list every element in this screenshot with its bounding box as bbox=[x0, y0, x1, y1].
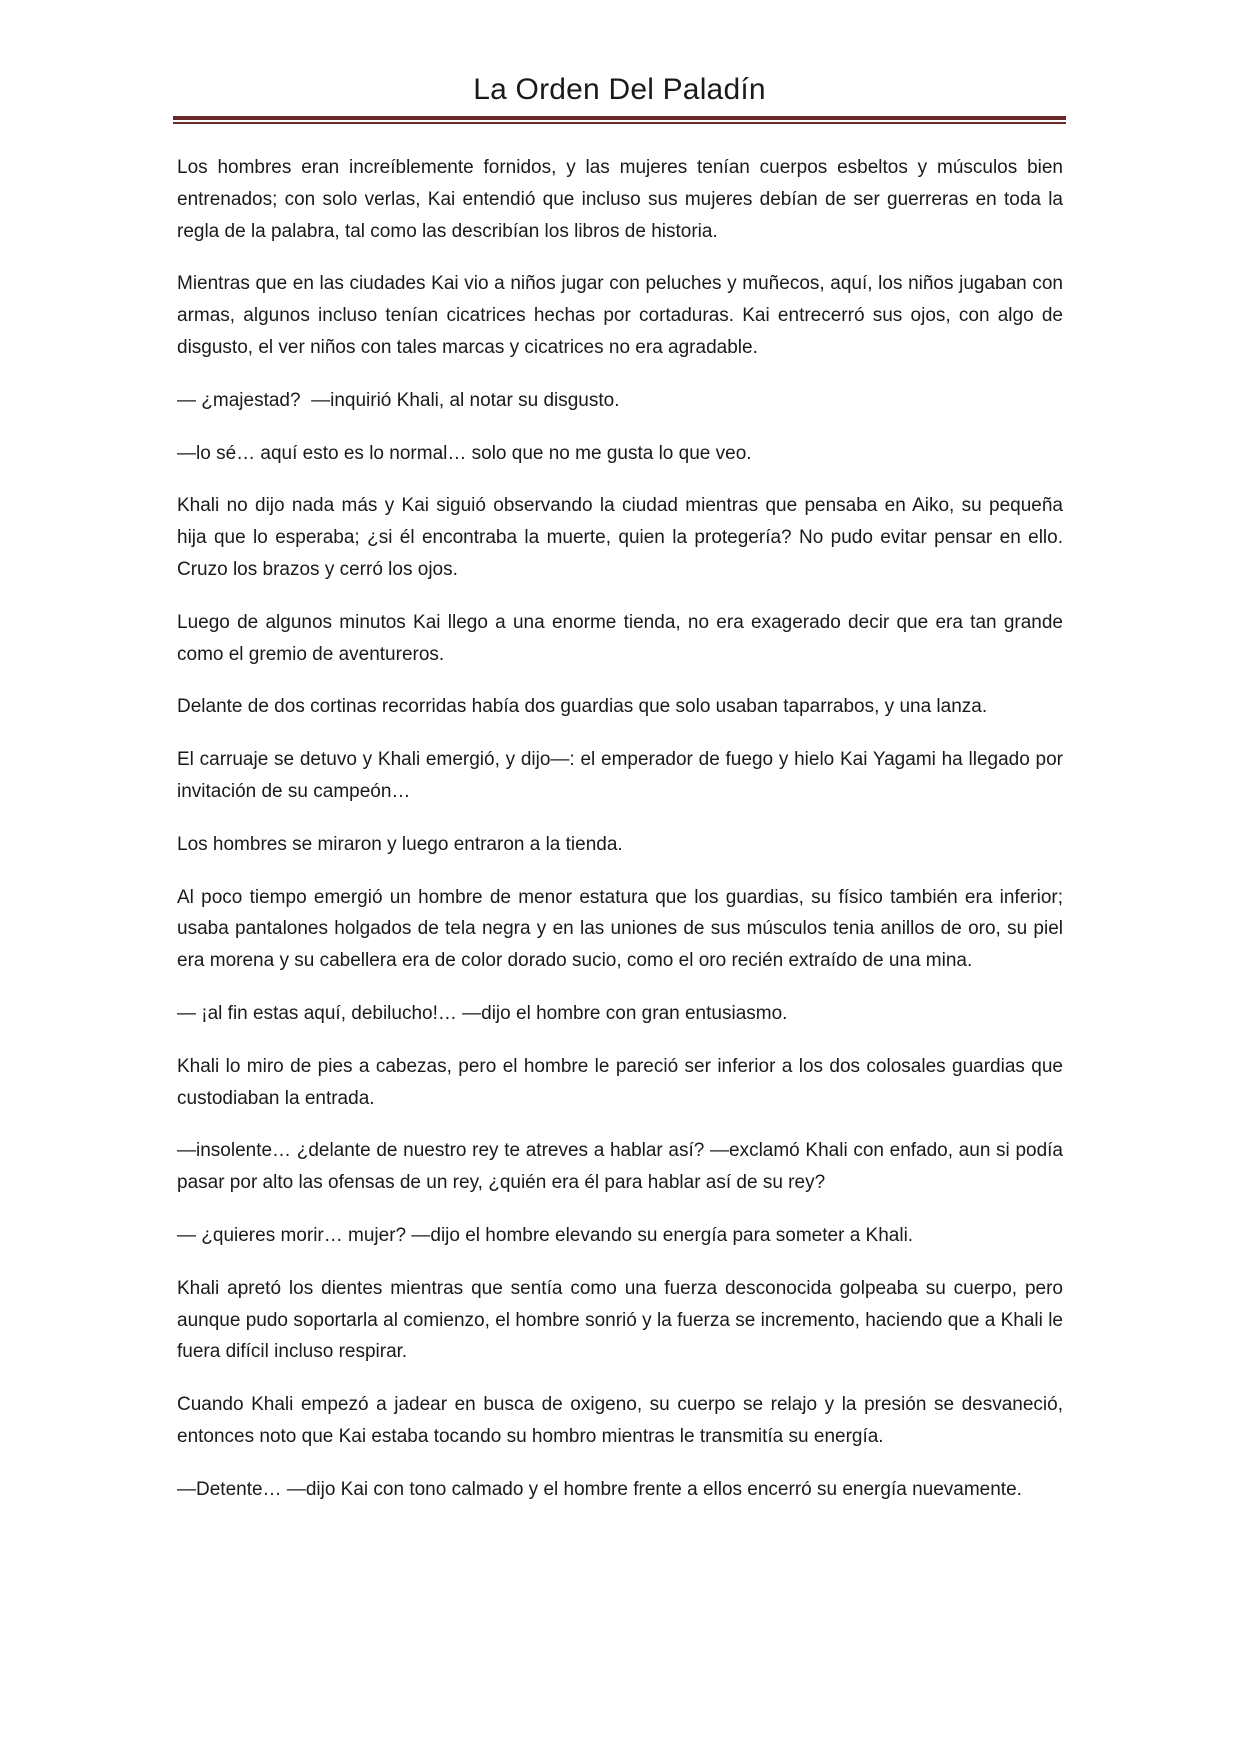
paragraph: —lo sé… aquí esto es lo normal… solo que no me gusta lo que veo. bbox=[177, 442, 752, 464]
paragraph: Cuando Khali empezó a jadear en busca de oxigeno, su cuerpo se relajo y la presión se desvaneció, entonces noto que Kai estaba tocando su hombro mientras le transmitía su energía. bbox=[177, 1394, 1063, 1447]
paragraph: Delante de dos cortinas recorridas había dos guardias que solo usaban taparrabos, y una lanza. bbox=[177, 696, 988, 718]
paragraph: Khali apretó los dientes mientras que sentía como una fuerza desconocida golpeaba su cuerpo, pero aunque pudo soportarla al comienzo, el hombre sonrió y la fuerza se incremento, haciendo que a Khali le fuera difícil incluso respirar. bbox=[177, 1277, 1063, 1363]
paragraph: — ¿majestad? —inquirió Khali, al notar su disgusto. bbox=[177, 389, 620, 411]
header-rule bbox=[173, 116, 1066, 124]
paragraph: — ¡al fin estas aquí, debilucho!… —dijo el hombre con gran entusiasmo. bbox=[177, 1002, 788, 1024]
paragraph: Khali no dijo nada más y Kai siguió observando la ciudad mientras que pensaba en Aiko, su pequeña hija que lo esperaba; ¿si él encontraba la muerte, quien la protegería? No pudo evitar pensar en ello. Cruzo los brazos y cerró los ojos. bbox=[177, 495, 1063, 580]
paragraph: —Detente… —dijo Kai con tono calmado y el hombre frente a ellos encerró su energía nuevamente. bbox=[177, 1478, 1022, 1500]
paragraph: Los hombres eran increíblemente fornidos, y las mujeres tenían cuerpos esbeltos y músculos bien entrenados; con solo verlas, Kai entendió que incluso sus mujeres debían de ser guerreras en toda la regla de la palabra, tal como las describían los libros de historia. bbox=[177, 157, 1063, 242]
page-header bbox=[173, 70, 1066, 110]
paragraph: Mientras que en las ciudades Kai vio a niños jugar con peluches y muñecos, aquí, los niños jugaban con armas, algunos incluso tenían cicatrices hechas por cortaduras. Kai entrecerró sus ojos, con algo de disgusto, el ver niños con tales marcas y cicatrices no era agradable. bbox=[177, 273, 1063, 358]
header-rule-thick-line bbox=[173, 116, 1066, 120]
paragraph: Luego de algunos minutos Kai llego a una enorme tienda, no era exagerado decir que era tan grande como el gremio de aventureros. bbox=[177, 611, 1063, 665]
paragraph: —insolente… ¿delante de nuestro rey te atreves a hablar así? —exclamó Khali con enfado, aun si podía pasar por alto las ofensas de un rey, ¿quién era él para hablar así de su rey? bbox=[177, 1140, 1063, 1194]
paragraph: Al poco tiempo emergió un hombre de menor estatura que los guardias, su físico también era inferior; usaba pantalones holgados de tela negra y en las uniones de sus músculos tenia anillos de oro, su piel era morena y su cabellera era de color dorado sucio, como el oro recién extraído de una mina. bbox=[177, 886, 1063, 972]
paragraph: — ¿quieres morir… mujer? —dijo el hombre elevando su energía para someter a Khali. bbox=[177, 1224, 914, 1246]
header-rule-thin-line bbox=[173, 122, 1066, 124]
paragraph: El carruaje se detuvo y Khali emergió, y dijo—: el emperador de fuego y hielo Kai Yagami ha llegado por invitación de su campeón… bbox=[177, 749, 1063, 802]
paragraph: Los hombres se miraron y luego entraron a la tienda. bbox=[177, 833, 623, 855]
header-title: La Orden Del Paladín bbox=[473, 73, 766, 106]
paragraph: Khali lo miro de pies a cabezas, pero el hombre le pareció ser inferior a los dos colosales guardias que custodiaban la entrada. bbox=[177, 1055, 1063, 1109]
document-body bbox=[177, 152, 1063, 1527]
